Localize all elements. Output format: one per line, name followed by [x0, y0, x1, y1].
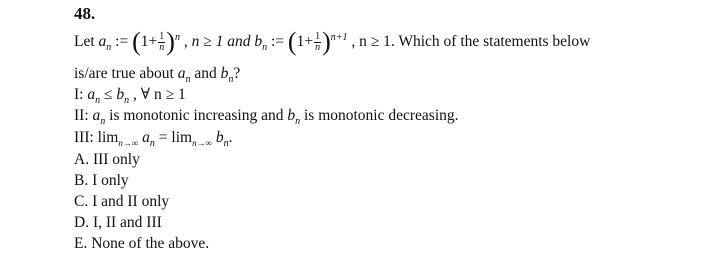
sub-n: n	[106, 42, 112, 54]
exp-a: n	[174, 31, 180, 43]
cond-a: , n ≥ 1 and	[183, 33, 251, 51]
intro-text: Let	[74, 33, 95, 51]
var-b-2: b	[220, 65, 229, 82]
s2-b: b	[287, 107, 296, 124]
sub-n-b-2: n	[228, 74, 234, 86]
s1-b: b	[116, 86, 125, 103]
s3-eq: =	[158, 129, 168, 146]
paren-close-b: )	[322, 27, 331, 57]
and-word: and	[194, 65, 217, 82]
statement-2	[74, 106, 459, 126]
paren-close: )	[166, 27, 175, 57]
s3-b: b	[215, 129, 224, 146]
s2-label: II:	[74, 107, 89, 124]
fraction-b	[314, 32, 321, 53]
line2-text: is/are true about	[74, 65, 174, 82]
s3-period: .	[228, 129, 233, 146]
s3-sub-b: n	[223, 138, 229, 150]
assign-symbol: :=	[115, 33, 129, 51]
one-b: 1	[296, 33, 305, 51]
cond-b: , n ≥ 1. Which of the statements below	[351, 33, 591, 51]
lim-sub-b: n→∞	[192, 138, 212, 148]
s1-sub-b: n	[124, 95, 130, 107]
var-a-2: a	[177, 65, 186, 82]
s1-forall: , ∀ n ≥ 1	[132, 86, 186, 103]
statement-1	[74, 85, 186, 105]
lim-b: lim	[171, 129, 193, 146]
s3-a: a	[142, 129, 150, 146]
var-a: a	[98, 33, 107, 51]
frac-num-b: 1	[315, 31, 321, 42]
s1-sub: n	[95, 95, 101, 107]
option-b[interactable]: B. I only	[74, 172, 129, 189]
option-a[interactable]: A. III only	[74, 151, 140, 168]
frac-num: 1	[159, 31, 165, 42]
lim-a: lim	[97, 129, 119, 146]
question-number: 48.	[74, 4, 96, 23]
s2-end: is monotonic decreasing.	[303, 107, 459, 124]
option-d[interactable]: D. I, II and III	[74, 214, 162, 231]
option-e[interactable]: E. None of the above.	[74, 235, 210, 252]
paren-open-b: (	[287, 27, 297, 57]
s2-mid: is monotonic increasing and	[109, 107, 284, 124]
s1-rel: ≤	[103, 86, 113, 103]
var-b: b	[254, 33, 263, 51]
sub-n-b: n	[262, 42, 268, 54]
option-c[interactable]: C. I and II only	[74, 193, 170, 210]
one: 1	[140, 33, 149, 51]
lim-sub-a: n→∞	[118, 138, 139, 148]
exp-b: n+1	[330, 31, 348, 43]
s2-a: a	[92, 107, 101, 124]
assign-symbol-b: :=	[270, 33, 285, 51]
question-line-2	[74, 64, 240, 84]
s3-label: III:	[74, 129, 94, 146]
question-mark: ?	[233, 65, 241, 82]
sub-n-2: n	[185, 74, 191, 86]
frac-den-b: n	[315, 42, 321, 53]
s1-a: a	[87, 86, 96, 103]
plus-b: +	[304, 33, 314, 51]
frac-den: n	[159, 42, 165, 53]
s2-sub-b: n	[295, 116, 301, 128]
fraction	[158, 32, 165, 53]
s3-sub: n	[149, 138, 155, 150]
s2-sub: n	[100, 116, 106, 128]
paren-open: (	[132, 27, 141, 57]
question-line-1	[74, 27, 591, 57]
s1-label: I:	[74, 86, 84, 103]
plus: +	[148, 33, 158, 51]
